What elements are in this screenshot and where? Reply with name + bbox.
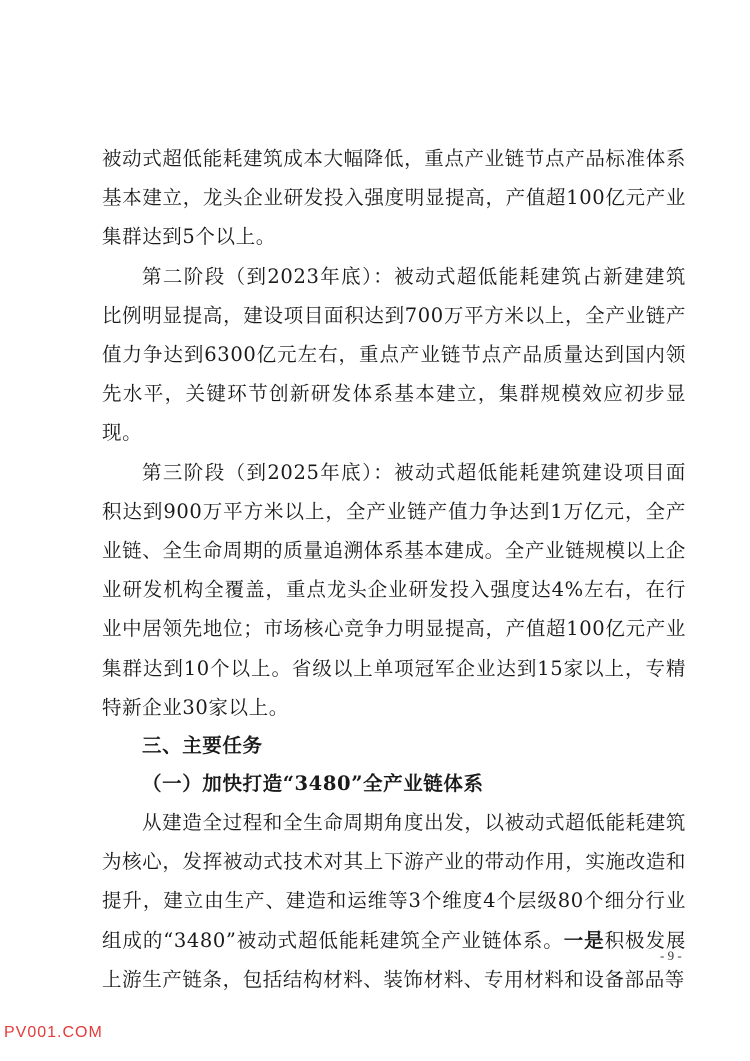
paragraph-text-part-1: 从建造全过程和全生命周期角度出发，以被动式超低能耗建筑为核心，发挥被动式技术对其上下游产业的带动作用，实施改造和提升，建立由生产、建造和运维等3个维度4个层级80个细分行业组成的“3480”被动式超低能耗建筑全产业链体系。 — [102, 811, 686, 952]
paragraph-stage-three: 第三阶段（到2025年底）：被动式超低能耗建筑建设项目面积达到900万平方米以上，全产业链产值力争达到1万亿元，全产业链、全生命周期的质量追溯体系基本建成。全产业链规模以上企业研发机构全覆盖，重点龙头企业研发投入强度达4%左右，在行业中居领先地位；市场核心竞争力明显提高，产值超100亿元产业集群达到10个以上。省级以上单项冠军企业达到15家以上，专精特新企业30家以上。 — [102, 460, 686, 719]
paragraph-text-part-2: 积极发展上游生产链条，包括结构材料、装饰材料、专用材料和设备部品等 — [102, 928, 686, 991]
paragraph-emphasis: 一是 — [563, 928, 605, 952]
paragraph-stage-one-continued: 被动式超低能耗建筑成本大幅降低，重点产业链节点产品标准体系基本建立，龙头企业研发投入强度明显提高，产值超100亿元产业集群达到5个以上。 — [102, 147, 686, 249]
subsection-heading: （一）加快打造“3480”全产业链体系 — [142, 772, 484, 796]
section-heading: 三、主要任务 — [142, 734, 263, 758]
watermark-text: PV001.COM — [4, 1024, 103, 1041]
paragraph-stage-two: 第二阶段（到2023年底）：被动式超低能耗建筑占新建建筑比例明显提高，建设项目面积达到700万平方米以上，全产业链产值力争达到6300亿元左右，重点产业链节点产品质量达到国内领先水平，关键环节创新研发体系基本建立，集群规模效应初步显现。 — [102, 264, 686, 445]
paragraph-industry-chain — [102, 803, 686, 999]
page-number: - 9 - — [660, 948, 682, 963]
document-body — [102, 139, 686, 999]
